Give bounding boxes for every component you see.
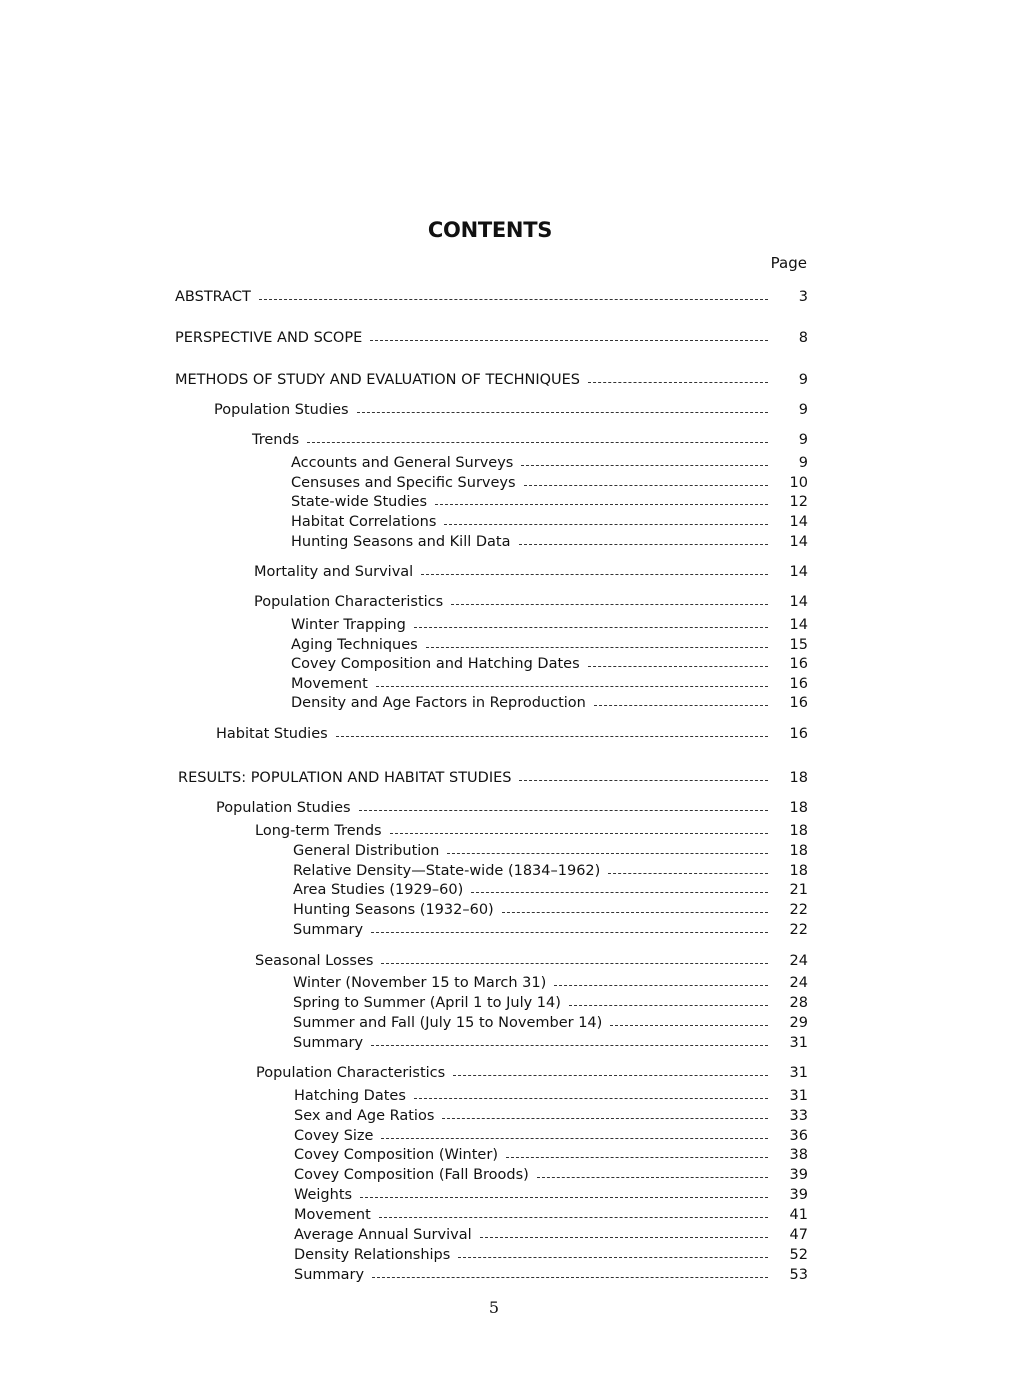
toc-entry-page: 22 xyxy=(789,922,808,938)
toc-entry-label: Trends xyxy=(252,432,300,448)
toc-entry-page: 10 xyxy=(789,475,808,491)
toc-entry-page: 15 xyxy=(789,637,808,653)
toc-entry xyxy=(0,768,1018,788)
toc-entry-label: Censuses and Specific Surveys xyxy=(291,475,516,491)
toc-entry xyxy=(0,993,1018,1013)
toc-entry xyxy=(0,1033,1018,1053)
dot-leader xyxy=(502,912,768,913)
toc-entry xyxy=(0,654,1018,674)
toc-entry-page: 14 xyxy=(789,617,808,633)
toc-entry xyxy=(0,473,1018,493)
toc-entry-page: 14 xyxy=(789,594,808,610)
toc-entry xyxy=(0,287,1018,307)
dot-leader xyxy=(379,1217,768,1218)
dot-leader xyxy=(594,705,768,706)
toc-entry-page: 53 xyxy=(789,1267,808,1283)
dot-leader xyxy=(506,1157,768,1158)
toc-entry-label: General Distribution xyxy=(293,843,440,859)
toc-entry xyxy=(0,724,1018,744)
toc-entry xyxy=(0,880,1018,900)
toc-entry xyxy=(0,615,1018,635)
toc-entry-page: 31 xyxy=(789,1035,808,1051)
toc-entry-label: Population Characteristics xyxy=(256,1065,446,1081)
dot-leader xyxy=(442,1118,768,1119)
toc-entry-label: Winter Trapping xyxy=(291,617,406,633)
toc-entry-page: 24 xyxy=(789,953,808,969)
toc-entry xyxy=(0,1265,1018,1285)
toc-entry xyxy=(0,430,1018,450)
dot-leader xyxy=(372,1277,768,1278)
contents-title: CONTENTS xyxy=(427,218,553,242)
toc-entry xyxy=(0,693,1018,713)
dot-leader xyxy=(588,382,768,383)
toc-entry-label: Aging Techniques xyxy=(291,637,418,653)
toc-entry-label: Sex and Age Ratios xyxy=(294,1108,435,1124)
toc-entry-page: 52 xyxy=(789,1247,808,1263)
toc-entry-label: Habitat Studies xyxy=(216,726,328,742)
dot-leader xyxy=(414,1098,768,1099)
toc-entry xyxy=(0,1086,1018,1106)
toc-entry-label: Covey Size xyxy=(294,1128,374,1144)
toc-entry-label: Long-term Trends xyxy=(255,823,382,839)
toc-entry-page: 41 xyxy=(789,1207,808,1223)
toc-entry xyxy=(0,841,1018,861)
toc-entry-label: Winter (November 15 to March 31) xyxy=(293,975,547,991)
toc-entry xyxy=(0,492,1018,512)
dot-leader xyxy=(608,873,768,874)
toc-entry-page: 14 xyxy=(789,534,808,550)
toc-entry-label: Area Studies (1929–60) xyxy=(293,882,464,898)
dot-leader xyxy=(610,1025,768,1026)
toc-entry-page: 36 xyxy=(789,1128,808,1144)
toc-entry-label: Mortality and Survival xyxy=(254,564,414,580)
dot-leader xyxy=(360,1197,768,1198)
dot-leader xyxy=(381,1138,768,1139)
toc-entry-page: 12 xyxy=(789,494,808,510)
toc-entry-page: 9 xyxy=(798,455,808,471)
toc-entry-page: 9 xyxy=(798,372,808,388)
toc-entry xyxy=(0,1013,1018,1033)
toc-entry-label: State-wide Studies xyxy=(291,494,428,510)
dot-leader xyxy=(569,1005,768,1006)
dot-leader xyxy=(381,963,768,964)
toc-entry-label: Accounts and General Surveys xyxy=(291,455,514,471)
toc-entry xyxy=(0,1185,1018,1205)
toc-entry xyxy=(0,512,1018,532)
dot-leader xyxy=(359,810,768,811)
toc-entry xyxy=(0,1245,1018,1265)
toc-entry-page: 16 xyxy=(789,656,808,672)
toc-entry xyxy=(0,635,1018,655)
toc-entry xyxy=(0,1165,1018,1185)
toc-entry-label: Seasonal Losses xyxy=(255,953,374,969)
toc-entry-page: 33 xyxy=(789,1108,808,1124)
dot-leader xyxy=(453,1075,768,1076)
dot-leader xyxy=(390,833,768,834)
toc-entry-page: 47 xyxy=(789,1227,808,1243)
dot-leader xyxy=(471,892,768,893)
dot-leader xyxy=(524,485,768,486)
toc-entry xyxy=(0,592,1018,612)
toc-entry-page: 14 xyxy=(789,564,808,580)
dot-leader xyxy=(336,736,768,737)
dot-leader xyxy=(259,299,768,300)
toc-entry-page: 31 xyxy=(789,1088,808,1104)
toc-entry-label: PERSPECTIVE AND SCOPE xyxy=(175,330,363,346)
toc-entry-page: 9 xyxy=(798,432,808,448)
toc-entry-label: Summary xyxy=(293,922,364,938)
toc-entry xyxy=(0,400,1018,420)
toc-entry xyxy=(0,900,1018,920)
toc-entry xyxy=(0,861,1018,881)
toc-entry xyxy=(0,532,1018,552)
toc-entry xyxy=(0,1205,1018,1225)
dot-leader xyxy=(426,647,768,648)
dot-leader xyxy=(371,1045,768,1046)
dot-leader xyxy=(537,1177,768,1178)
toc-entry xyxy=(0,453,1018,473)
toc-entry xyxy=(0,370,1018,390)
toc-entry-page: 18 xyxy=(789,863,808,879)
page-column-header: Page xyxy=(770,254,807,272)
toc-entry-page: 18 xyxy=(789,770,808,786)
dot-leader xyxy=(370,340,768,341)
toc-entry-label: Average Annual Survival xyxy=(294,1227,472,1243)
toc-entry-page: 8 xyxy=(798,330,808,346)
toc-entry-label: ABSTRACT xyxy=(175,289,251,305)
toc-entry xyxy=(0,1063,1018,1083)
toc-entry-label: Population Characteristics xyxy=(254,594,444,610)
toc-entry-label: Movement xyxy=(294,1207,371,1223)
toc-entry-page: 16 xyxy=(789,726,808,742)
toc-entry xyxy=(0,674,1018,694)
toc-entry-label: Weights xyxy=(294,1187,353,1203)
toc-entry xyxy=(0,1145,1018,1165)
toc-entry-label: Summary xyxy=(294,1267,365,1283)
toc-entry xyxy=(0,328,1018,348)
toc-entry-page: 22 xyxy=(789,902,808,918)
toc-entry-label: Movement xyxy=(291,676,368,692)
toc-entry xyxy=(0,920,1018,940)
dot-leader xyxy=(307,442,768,443)
toc-entry-label: Covey Composition and Hatching Dates xyxy=(291,656,580,672)
toc-entry-label: Density Relationships xyxy=(294,1247,451,1263)
toc-entry xyxy=(0,973,1018,993)
toc-entry-label: Density and Age Factors in Reproduction xyxy=(291,695,586,711)
toc-entry-page: 9 xyxy=(798,402,808,418)
dot-leader xyxy=(554,985,768,986)
toc-entry-label: Population Studies xyxy=(214,402,349,418)
dot-leader xyxy=(451,604,768,605)
toc-entry-page: 16 xyxy=(789,676,808,692)
dot-leader xyxy=(521,465,768,466)
toc-entry-page: 39 xyxy=(789,1187,808,1203)
toc-entry-label: RESULTS: POPULATION AND HABITAT STUDIES xyxy=(178,770,512,786)
toc-entry-label: Population Studies xyxy=(216,800,351,816)
toc-entry-page: 21 xyxy=(789,882,808,898)
toc-entry-page: 39 xyxy=(789,1167,808,1183)
toc-entry-page: 18 xyxy=(789,823,808,839)
toc-entry-page: 28 xyxy=(789,995,808,1011)
dot-leader xyxy=(588,666,768,667)
toc-entry xyxy=(0,951,1018,971)
toc-entry-label: Hunting Seasons and Kill Data xyxy=(291,534,511,550)
toc-entry-page: 24 xyxy=(789,975,808,991)
toc-entry-page: 31 xyxy=(789,1065,808,1081)
dot-leader xyxy=(421,574,768,575)
dot-leader xyxy=(447,853,768,854)
toc-entry-label: Habitat Correlations xyxy=(291,514,437,530)
toc-entry-label: Spring to Summer (April 1 to July 14) xyxy=(293,995,561,1011)
toc-entry-label: Relative Density—State-wide (1834–1962) xyxy=(293,863,601,879)
toc-entry-label: Summary xyxy=(293,1035,364,1051)
toc-entry xyxy=(0,1106,1018,1126)
toc-entry-page: 18 xyxy=(789,800,808,816)
dot-leader xyxy=(435,504,768,505)
toc-entry-label: METHODS OF STUDY AND EVALUATION OF TECHNIQUES xyxy=(175,372,581,388)
toc-entry xyxy=(0,562,1018,582)
page-number: 5 xyxy=(488,1298,500,1317)
dot-leader xyxy=(414,627,768,628)
toc-entry-label: Covey Composition (Fall Broods) xyxy=(294,1167,529,1183)
toc-entry-page: 16 xyxy=(789,695,808,711)
dot-leader xyxy=(458,1257,768,1258)
toc-entry-page: 18 xyxy=(789,843,808,859)
dot-leader xyxy=(519,544,768,545)
dot-leader xyxy=(519,780,768,781)
dot-leader xyxy=(357,412,768,413)
toc-entry-label: Hunting Seasons (1932–60) xyxy=(293,902,494,918)
dot-leader xyxy=(444,524,768,525)
toc-entry xyxy=(0,798,1018,818)
toc-entry xyxy=(0,1225,1018,1245)
toc-entry-label: Covey Composition (Winter) xyxy=(294,1147,498,1163)
toc-entry xyxy=(0,821,1018,841)
dot-leader xyxy=(371,932,768,933)
toc-entry-label: Hatching Dates xyxy=(294,1088,406,1104)
toc-entry-page: 29 xyxy=(789,1015,808,1031)
dot-leader xyxy=(376,686,768,687)
dot-leader xyxy=(480,1237,768,1238)
toc-entry-page: 38 xyxy=(789,1147,808,1163)
toc-entry-label: Summer and Fall (July 15 to November 14) xyxy=(293,1015,603,1031)
toc-entry-page: 3 xyxy=(798,289,808,305)
toc-entry-page: 14 xyxy=(789,514,808,530)
toc-entry xyxy=(0,1126,1018,1146)
